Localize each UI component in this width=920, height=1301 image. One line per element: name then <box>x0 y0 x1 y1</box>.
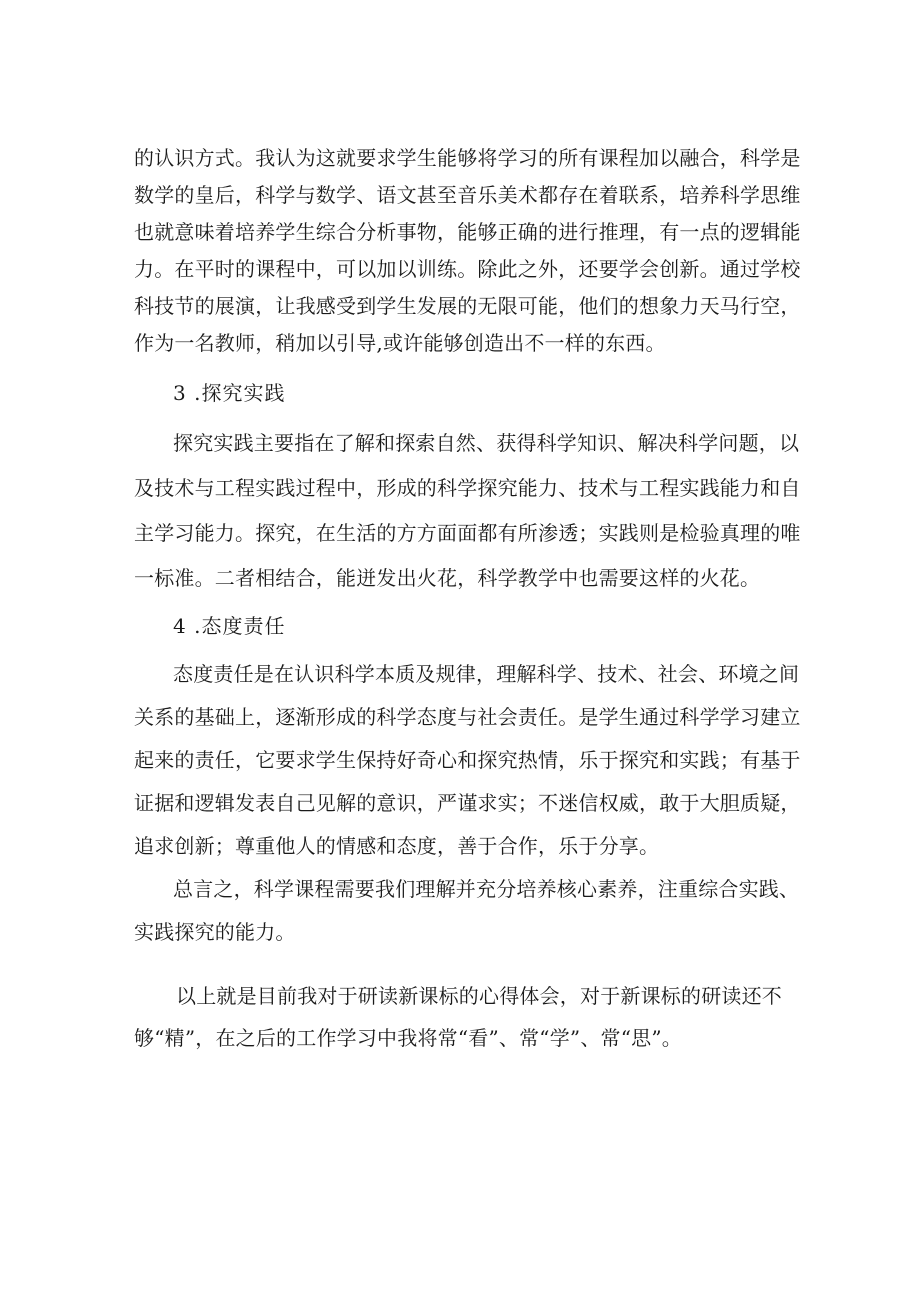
paragraph-3-line-2: 关系的基础上，逐渐形成的科学态度与社会责任。是学生通过科学学习建立 <box>134 705 801 729</box>
section-heading-3: 3 .探究实践 <box>173 381 286 405</box>
paragraph-4-line-2: 实践探究的能力。 <box>134 920 296 944</box>
paragraph-4-line-1: 总言之，科学课程需要我们理解并充分培养核心素养，注重综合实践、 <box>173 877 800 901</box>
paragraph-1-line-6: 作为一名教师，稍加以引导,或许能够创造出不一样的东西。 <box>134 331 666 355</box>
paragraph-3-line-1: 态度责任是在认识科学本质及规律，理解科学、技术、社会、环境之间 <box>173 662 800 686</box>
paragraph-1-line-4: 力。在平时的课程中，可以加以训练。除此之外，还要学会创新。通过学校 <box>134 257 801 281</box>
paragraph-2-line-2: 及技术与工程实践过程中，形成的科学探究能力、技术与工程实践能力和自 <box>134 476 801 500</box>
paragraph-3-line-5: 追求创新；尊重他人的情感和态度，善于合作，乐于分享。 <box>134 834 660 858</box>
paragraph-2-line-4: 一标准。二者相结合，能迸发出火花，科学教学中也需要这样的火花。 <box>134 566 761 590</box>
paragraph-2-line-1: 探究实践主要指在了解和探索自然、获得科学知识、解决科学问题，以 <box>173 431 800 455</box>
closing-line-2: 够“精”，在之后的工作学习中我将常“看”、常“学”、常“思”。 <box>134 1026 682 1050</box>
paragraph-1-line-1: 的认识方式。我认为这就要求学生能够将学习的所有课程加以融合，科学是 <box>134 146 801 170</box>
paragraph-1-line-2: 数学的皇后，科学与数学、语文甚至音乐美术都存在着联系，培养科学思维 <box>134 183 801 207</box>
paragraph-1-line-3: 也就意味着培养学生综合分析事物，能够正确的进行推理，有一点的逻辑能 <box>134 220 801 244</box>
paragraph-3-line-4: 证据和逻辑发表自己见解的意识，严谨求实；不迷信权威，敢于大胆质疑， <box>134 791 801 815</box>
closing-line-1: 以上就是目前我对于研读新课标的心得体会，对于新课标的研读还不 <box>176 984 782 1008</box>
section-heading-4: 4 .态度责任 <box>173 614 286 638</box>
paragraph-2-line-3: 主学习能力。探究，在生活的方方面面都有所渗透；实践则是检验真理的唯 <box>134 521 801 545</box>
paragraph-1-line-5: 科技节的展演，让我感受到学生发展的无限可能，他们的想象力天马行空， <box>134 294 801 318</box>
paragraph-3-line-3: 起来的责任，它要求学生保持好奇心和探究热情，乐于探究和实践；有基于 <box>134 748 801 772</box>
